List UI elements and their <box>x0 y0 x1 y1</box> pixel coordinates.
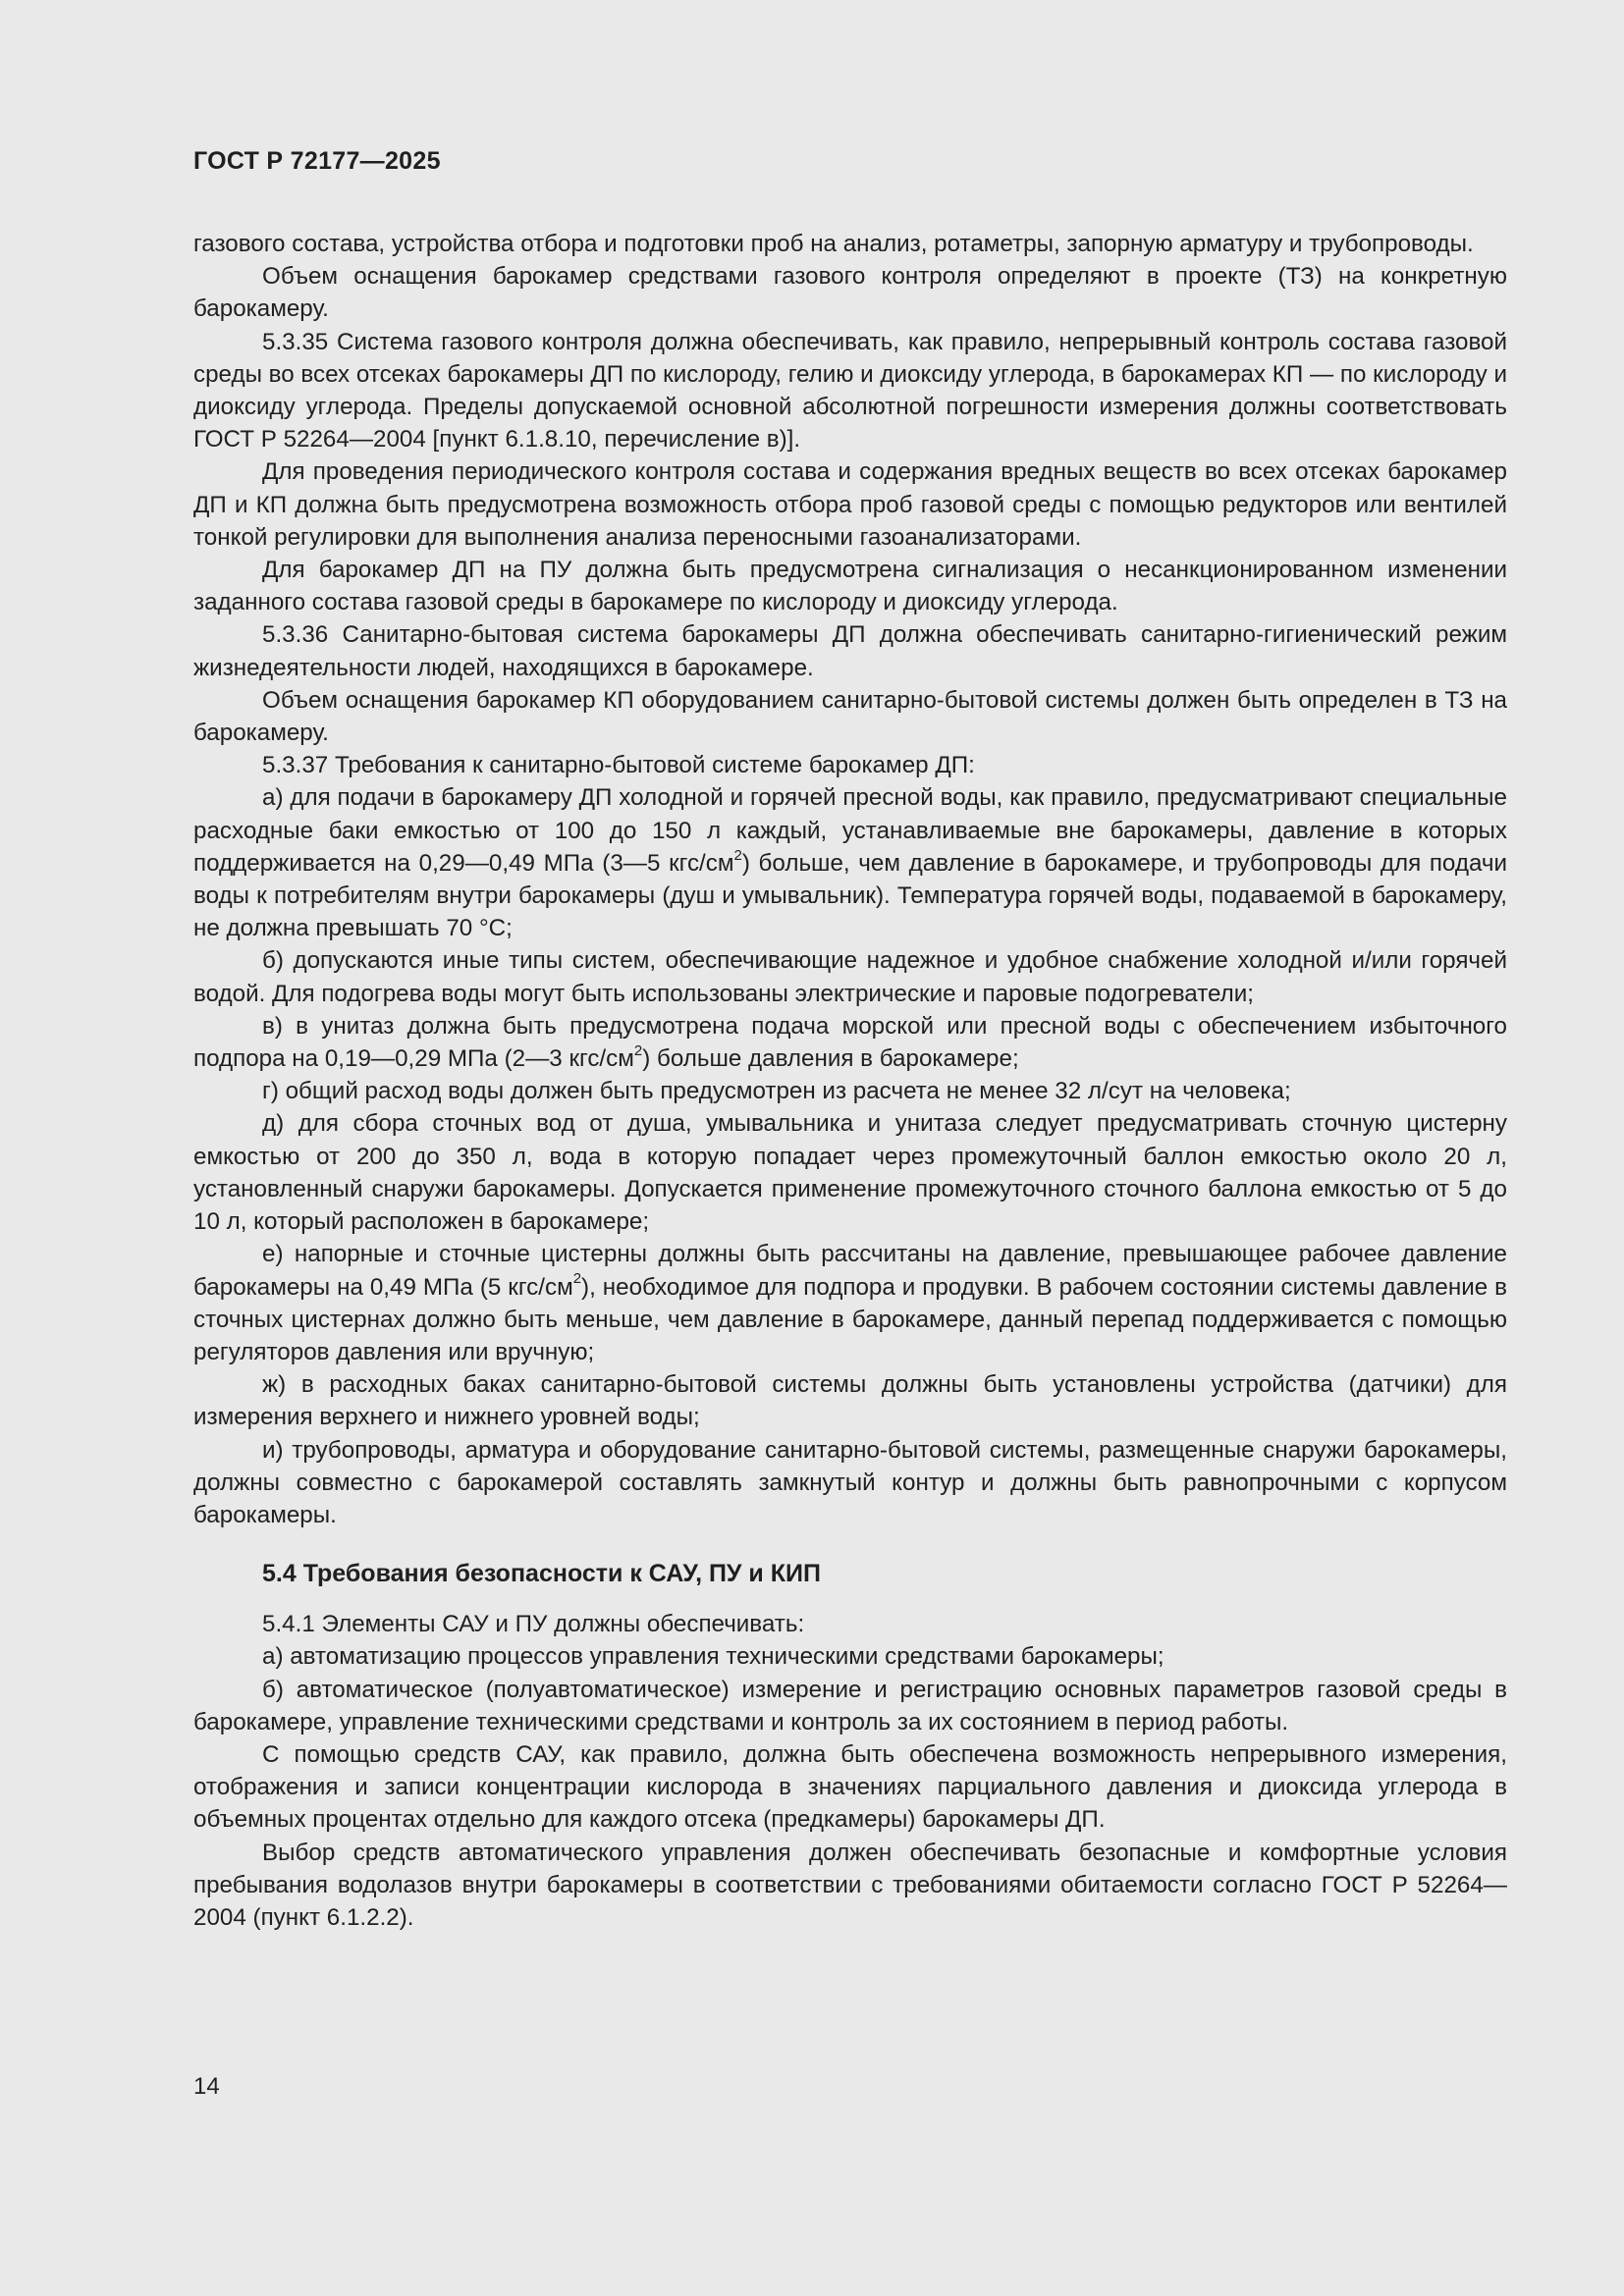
clause-5-3-36: 5.3.36 Санитарно-бытовая система барокамеры ДП должна обеспечивать санитарно-гигиенический режим жизнедеятельности людей, находящихся в барокамере. <box>193 621 1507 681</box>
list-item-v <box>193 1010 1507 1075</box>
superscript: 2 <box>733 846 742 864</box>
paragraph: газового состава, устройства отбора и подготовки проб на анализ, ротаметры, запорную арматуру и трубопроводы. <box>193 231 1474 257</box>
superscript: 2 <box>572 1270 582 1288</box>
list-item-v-text: в) в унитаз должна быть предусмотрена подача морской или пресной воды с обеспечением избыточного подпора на 0,19—0,29 МПа (2—3 кгс/см <box>193 1012 1507 1073</box>
paragraph: Для барокамер ДП на ПУ должна быть предусмотрена сигнализация о несанкционированном изменении заданного состава газовой среды в барокамере по кислороду и диоксиду углерода. <box>193 557 1507 616</box>
list-item-d: д) для сбора сточных вод от душа, умывальника и унитаза следует предусматривать сточную цистерну емкостью от 200 до 350 л, вода в которую попадает через промежуточный баллон емкостью около 20 л, установленный снаружи барокамеры. Допускается применение промежуточного сточного баллона емкостью от 5 до 10 л, который расположен в барокамере; <box>193 1110 1507 1236</box>
list-item-e <box>193 1238 1507 1368</box>
paragraph: С помощью средств САУ, как правило, должна быть обеспечена возможность непрерывного измерения, отображения и записи концентрации кислорода в значениях парциального давления и диоксида углерода в объемных процентах отдельно для каждого отсека (предкамеры) барокамеры ДП. <box>193 1740 1507 1834</box>
list-item-i: и) трубопроводы, арматура и оборудование санитарно-бытовой системы, размещенные снаружи барокамеры, должны совместно с барокамерой составлять замкнутый контур и должны быть равнопрочными с корпусом барокамеры. <box>193 1436 1507 1528</box>
list-item: а) автоматизацию процессов управления техническими средствами барокамеры; <box>262 1643 1164 1671</box>
section-heading: 5.4 Требования безопасности к САУ, ПУ и КИП <box>262 1560 821 1588</box>
list-item-a-text-end: ) больше, чем давление в барокамере, и трубопроводы для подачи воды к потребителям внутри барокамеры (душ и умывальник). Температура горячей воды, подаваемой в барокамеру, не должна превышать 70 °С; <box>193 849 1507 942</box>
paragraph: Объем оснащения барокамер КП оборудованием санитарно-бытовой системы должен быть определен в ТЗ на барокамеру. <box>193 686 1507 747</box>
clause-5-4-1: 5.4.1 Элементы САУ и ПУ должны обеспечивать: <box>262 1611 805 1638</box>
clause-5-3-35: 5.3.35 Система газового контроля должна обеспечивать, как правило, непрерывный контроль состава газовой среды во всех отсеках барокамеры ДП по кислороду, гелию и диоксиду углерода, в барокамерах КП — по кислороду и диоксиду углерода. Пределы допускаемой основной абсолютной погрешности измерения должны соответствовать ГОСТ Р 52264—2004 [пункт 6.1.8.10, перечисление в)]. <box>193 328 1507 454</box>
paragraph: Выбор средств автоматического управления должен обеспечивать безопасные и комфортные условия пребывания водолазов внутри барокамеры в соответствии с требованиями обитаемости согласно ГОСТ Р 52264—2004 (пункт 6.1.2.2). <box>193 1839 1507 1931</box>
superscript: 2 <box>633 1042 643 1060</box>
list-item: б) автоматическое (полуавтоматическое) измерение и регистрацию основных параметров газовой среды в барокамере, управление техническими средствами и контроль за их состоянием в период работы. <box>193 1676 1507 1735</box>
list-item-zh: ж) в расходных баках санитарно-бытовой системы должны быть установлены устройства (датчики) для измерения верхнего и нижнего уровней воды; <box>193 1371 1507 1431</box>
paragraph: Объем оснащения барокамер средствами газового контроля определяют в проекте (ТЗ) на конкретную барокамеру. <box>193 263 1507 323</box>
list-item-v-text-end: ) больше давления в барокамере; <box>642 1045 1019 1073</box>
list-item-a-text: а) для подачи в барокамеру ДП холодной и горячей пресной воды, как правило, предусматривают специальные расходные баки емкостью от 100 до 150 л каждый, устанавливаемые вне барокамеры, давление в которых поддерживается на 0,29—0,49 МПа (3—5 кгс/см <box>193 784 1507 877</box>
page-number: 14 <box>193 2073 220 2100</box>
clause-5-3-37: 5.3.37 Требования к санитарно-бытовой системе барокамер ДП: <box>262 752 975 779</box>
list-item-g: г) общий расход воды должен быть предусмотрен из расчета не менее 32 л/сут на человека; <box>262 1078 1291 1105</box>
list-item-b: б) допускаются иные типы систем, обеспечивающие надежное и удобное снабжение холодной и/или горячей водой. Для подогрева воды могут быть использованы электрические и паровые подогреватели; <box>193 947 1507 1007</box>
paragraph: Для проведения периодического контроля состава и содержания вредных веществ во всех отсеках барокамер ДП и КП должна быть предусмотрена возможность отбора проб газовой среды с помощью редукторов или вентилей тонкой регулировки для выполнения анализа переносными газоанализаторами. <box>193 458 1507 551</box>
list-item-a <box>193 781 1507 944</box>
document-header: ГОСТ Р 72177—2025 <box>193 147 441 175</box>
list-item-e-text: е) напорные и сточные цистерны должны быть рассчитаны на давление, превышающее рабочее давление барокамеры на 0,49 МПа (5 кгс/см <box>193 1241 1507 1301</box>
document-body <box>193 228 1507 1934</box>
list-item-e-text-end: ), необходимое для подпора и продувки. В рабочем состоянии системы давление в сточных цистернах должно быть меньше, чем давление в барокамере, данный перепад поддерживается с помощью регуляторов давления или вручную; <box>193 1273 1507 1365</box>
